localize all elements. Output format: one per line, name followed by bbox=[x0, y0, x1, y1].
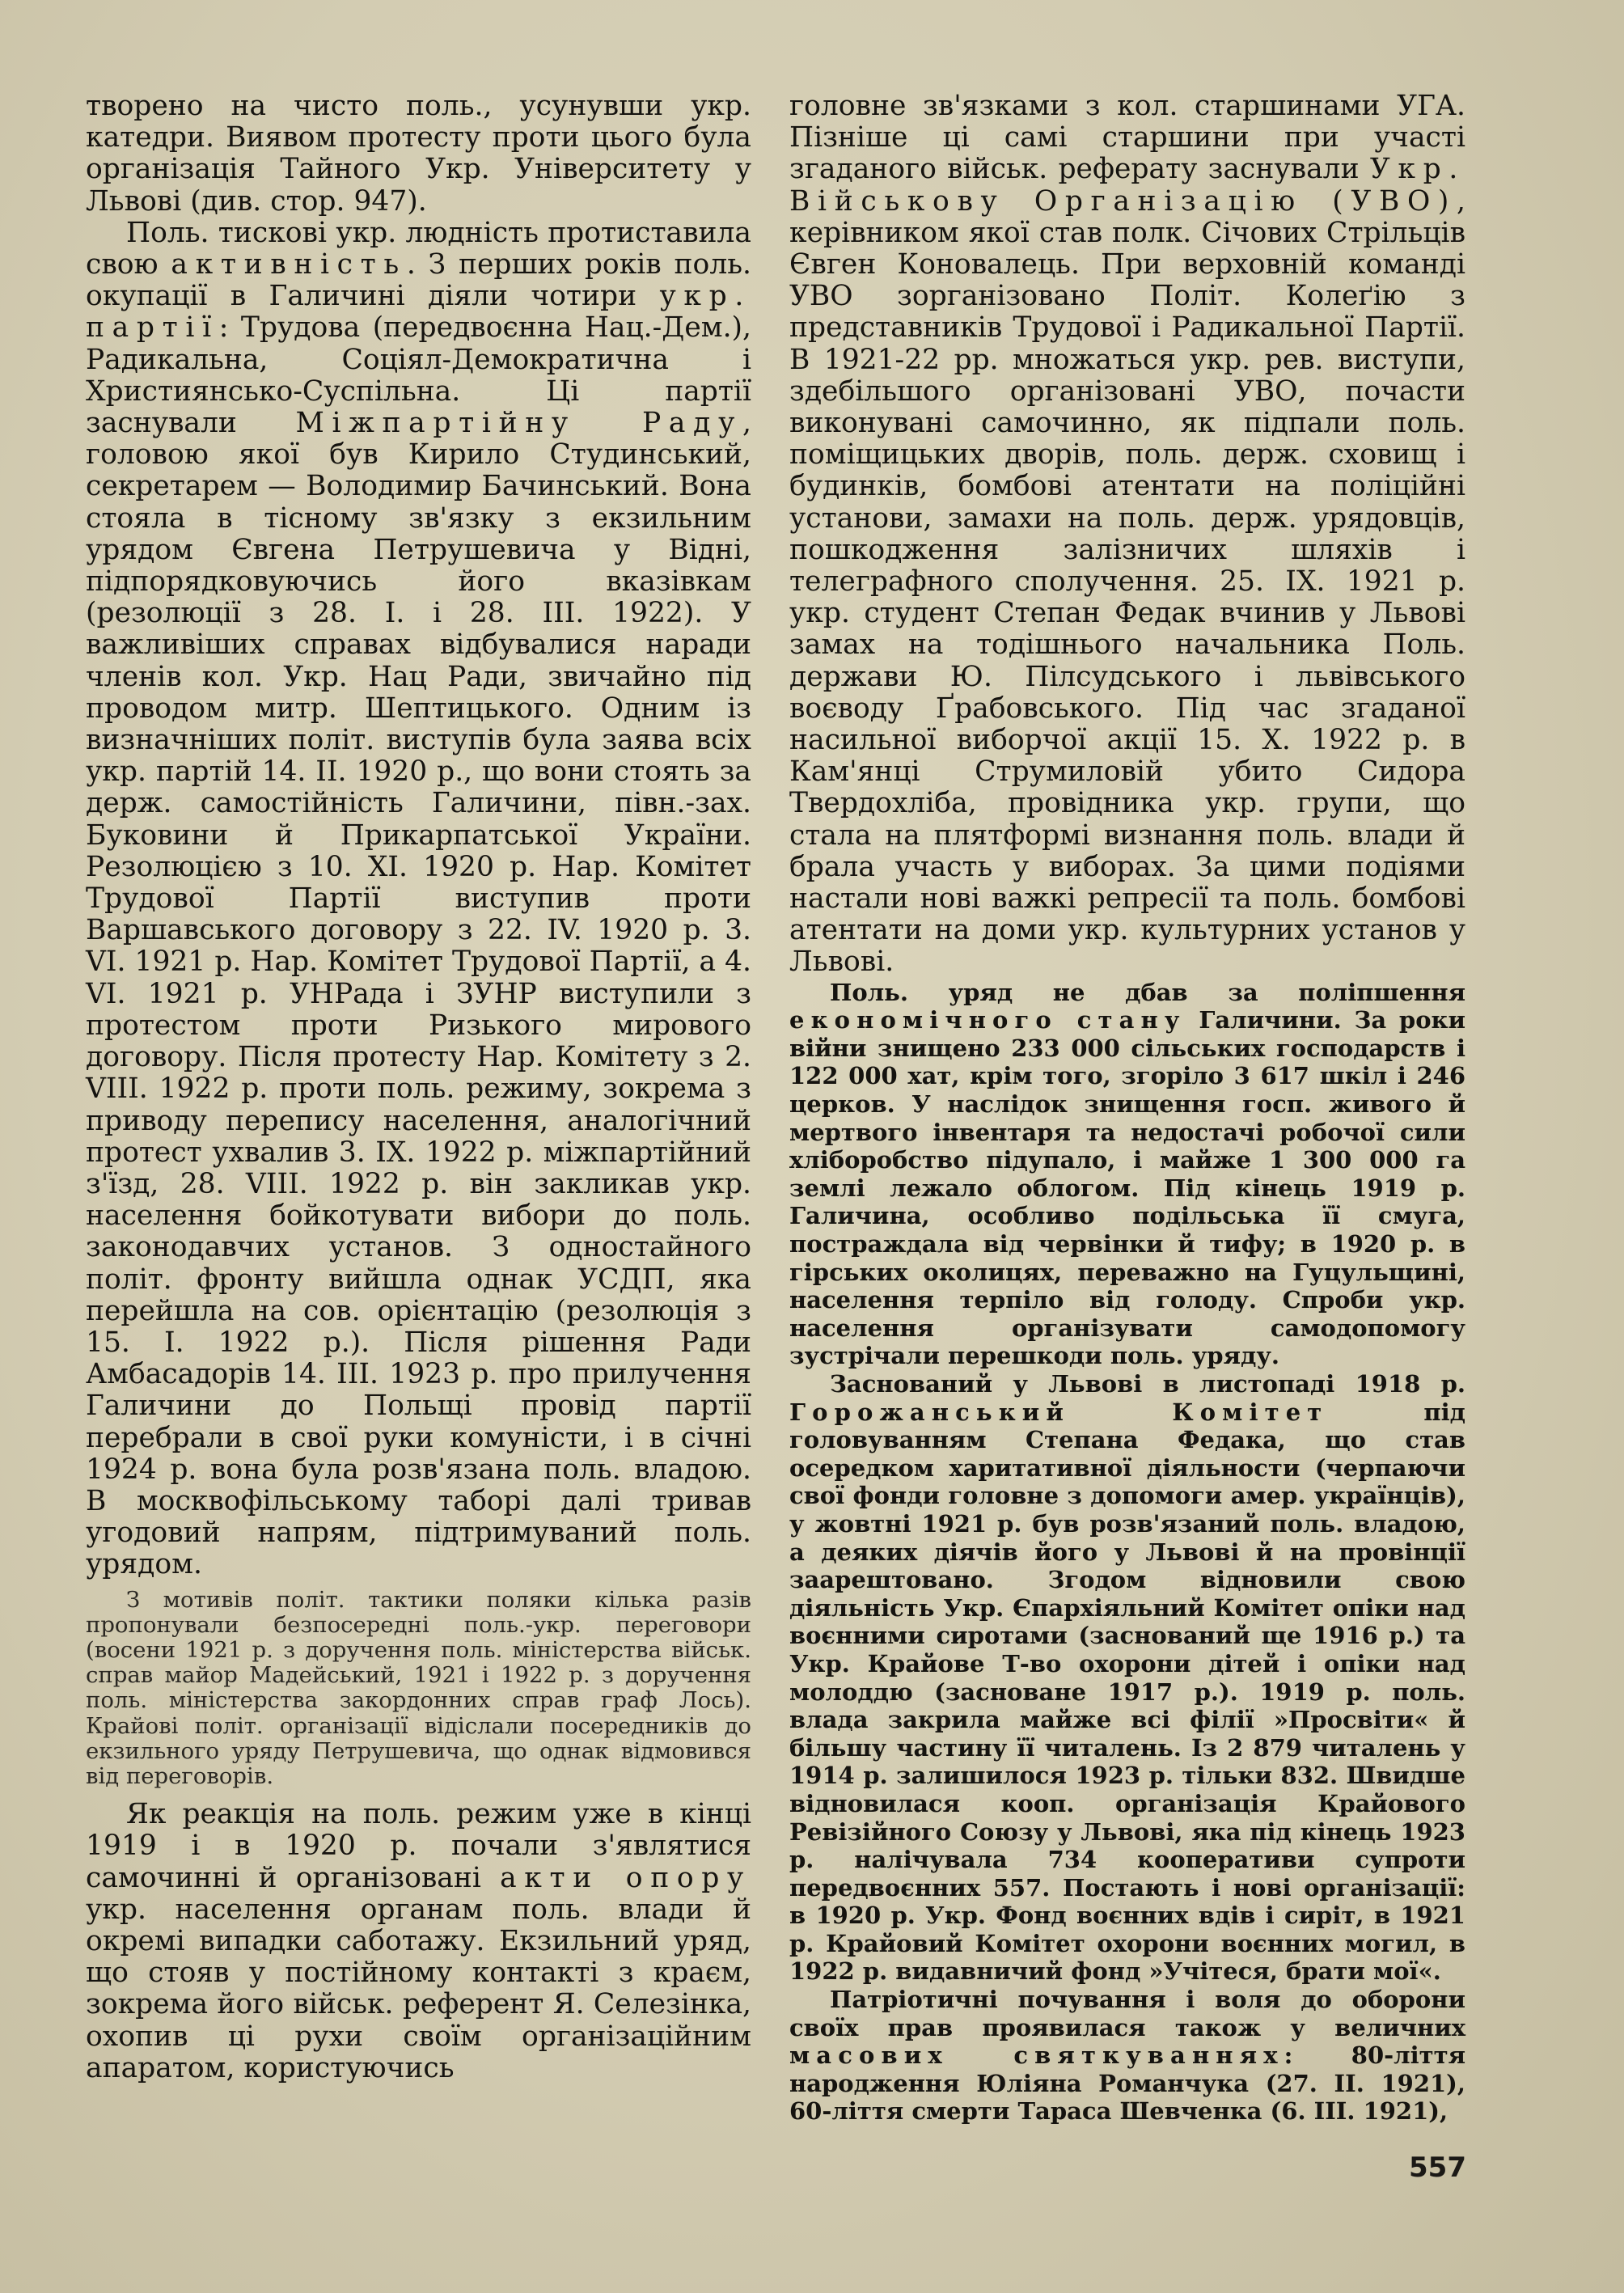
spaced-term: Міжпартійну Раду bbox=[295, 407, 743, 440]
spaced-term: активність bbox=[171, 248, 407, 281]
paragraph: Як реакція на поль. режим уже в кінці 1919 і в 1920 р. почали з'являтися самочинні й організовані акти опору укр. населення органам поль. влади й окремі випадки саботажу. Екзильний уряд, що стояв у постійному контакті з краєм, зокрема його військ. референт Я. Селезінка, охопив ці рухи своїм організаційним апаратом, користуючись bbox=[86, 1798, 751, 2084]
spaced-term: економічного стану bbox=[789, 1006, 1186, 1034]
small-paragraph: Поль. уряд не дбав за поліпшення економічного стану Галичини. За роки війни знищено 233 000 сільських господарств і 122 000 хат, крім того, згоріло 3 617 шкіл і 246 церков. У наслідок знищення госп. живого й мертвого інвентаря та недостачі робочої сили хліборобство підупало, і майже 1 300 000 га землі лежало облогом. Під кінець 1919 р. Галичина, особливо подільська її смуга, постраждала від червінки й тифу; в 1920 р. в гірських околицях, переважно на Гуцульщині, населення терпіло від голоду. Спроби укр. населення організувати самодопомогу зустрічали перешкоди поль. уряду. bbox=[789, 978, 1465, 1370]
paragraph: творено на чисто поль., усунувши укр. катедри. Виявом протесту проти цього була організація Тайного Укр. Університету у Львові (див. стор. 947). bbox=[86, 90, 751, 218]
small-print-note: З мотивів політ. тактики поляки кілька разів пропонували безпосередні поль.-укр. переговори (восени 1921 р. з доручення поль. міністерства військ. справ майор Мадейський, 1921 і 1922 р. з доручення поль. міністерства закордонних справ граф Лось). Крайові політ. організації відіслали посередників до екзильного уряду Петрушевича, що однак відмовився від переговорів. bbox=[86, 1586, 751, 1789]
page-number: 557 bbox=[1409, 2151, 1466, 2184]
small-paragraph: Заснований у Львові в листопаді 1918 р. Горожанський Комітет під головуванням Степана Федака, що став осередком харитативної діяльности (черпаючи свої фонди головне з допомоги амер. українців), у жовтні 1921 р. був розв'язаний поль. владою, а деяких діячів його у Львові й на провінції заарештовано. Згодом відновили свою діяльність Укр. Єпархіяльний Комітет опіки над воєнними сиротами (заснований ще 1916 р.) та Укр. Крайове Т-во охорони дітей і опіки над молоддю (засноване 1917 р.). 1919 р. поль. влада закрила майже всі філії »Просвіти« й більшу частину її читалень. Із 2 879 читалень у 1914 р. залишилося 1923 р. тільки 832. Швидше відновилася кооп. організація Крайового Ревізійного Союзу у Львові, яка під кінець 1923 р. налічувала 734 кооперативи супроти передвоєнних 557. Постають і нові організації: в 1920 р. Укр. Фонд воєнних вдів і сиріт, в 1921 р. Крайовий Комітет охорони воєнних могил, в 1922 р. видавничий фонд »Учітеся, брати мої«. bbox=[789, 1370, 1466, 1986]
spaced-term: Укр. Військову Організацію (УВО) bbox=[789, 153, 1465, 218]
spaced-term: укр. партії bbox=[86, 280, 751, 345]
spaced-term: масових святкуваннях bbox=[789, 2041, 1284, 2070]
spaced-term: Горожанський Комітет bbox=[789, 1398, 1329, 1426]
left-column bbox=[86, 91, 751, 2084]
small-paragraph: Патріотичні почування і воля до оборони своїх прав проявилася також у величних масових святкуваннях: 80-ліття народження Юліяна Романчука (27. II. 1921), 60-ліття смерти Тараса Шевченка (6. III. 1921), bbox=[789, 1986, 1465, 2126]
paragraph: головне зв'язками з кол. старшинами УГА. Пізніше ці самі старшини при участі згаданого військ. реферату заснували Укр. Військову Організацію (УВО), керівником якої став полк. Січових Стрільців Євген Коновалець. При верховній команді УВО зорганізовано Політ. Колеґію з представників Трудової і Радикальної Партії. В 1921-22 рр. множаться укр. рев. виступи, здебільшого організовані УВО, почасти виконувані самочинно, як підпали поль. поміщицьких дворів, поль. держ. сховищ і будинків, бомбові атентати на поліційні установи, замахи на поль. держ. урядовців, пошкодження залізничих шляхів і телеграфного сполучення. 25. IX. 1921 р. укр. студент Степан Федак вчинив у Львові замах на тодішнього начальника Поль. держави Ю. Пілсудського і львівського воєводу Ґрабовського. Під час згаданої насильної виборчої акції 15. X. 1922 р. в Кам'янці Струмиловій убито Сидора Твердохліба, провідника укр. групи, що стала на плятформі визнання поль. влади й брала участь у виборах. За цими подіями настали нові важкі репресії та поль. бомбові атентати на доми укр. культурних установ у Львові. bbox=[789, 90, 1465, 979]
paragraph: Поль. тискові укр. людність протиставила свою активність. З перших років поль. окупації в Галичині діяли чотири укр. партії: Трудова (передвоєнна Нац.-Дем.), Радикальна, Соціял-Демократична і Християнсько-Суспільна. Ці партії заснували Міжпартійну Раду, головою якої був Кирило Студинський, секретарем — Володимир Бачинський. Вона стояла в тісному зв'язку з екзильним урядом Євгена Петрушевича у Відні, підпорядковуючись його вказівкам (резолюції з 28. I. і 28. III. 1922). У важливіших справах відбувалися наради членів кол. Укр. Нац Ради, звичайно під проводом митр. Шептицького. Одним із визначніших політ. виступів була заява всіх укр. партій 14. II. 1920 р., що вони стоять за держ. самостійність Галичини, півн.-зах. Буковини й Прикарпатської України. Резолюцією з 10. XI. 1920 р. Нар. Комітет Трудової Партії виступив проти Варшавського договору з 22. IV. 1920 р. 3. VI. 1921 р. Нар. Комітет Трудової Партії, а 4. VI. 1921 р. УНРада і ЗУНР виступили з протестом проти Ризького мирового договору. Після протесту Нар. Комітету з 2. VIII. 1922 р. проти поль. режиму, зокрема з приводу перепису населення, аналогічний протест ухвалив 3. IX. 1922 р. міжпартійний з'їзд, 28. VIII. 1922 р. він закликав укр. населення бойкотувати вибори до поль. законодавчих установ. З одностайного політ. фронту вийшла однак УСДП, яка перейшла на сов. орієнтацію (резолюція з 15. I. 1922 р.). Після рішення Ради Амбасадорів 14. III. 1923 р. про прилучення Галичини до Польщі провід партії перебрали в свої руки комуністи, і в січні 1924 р. вона була розв'язана поль. владою. В москвофільському таборі далі тривав угодовий напрям, підтримуваний поль. урядом. bbox=[86, 216, 751, 1581]
spaced-term: акти опору bbox=[500, 1861, 751, 1894]
right-column bbox=[789, 91, 1465, 2126]
